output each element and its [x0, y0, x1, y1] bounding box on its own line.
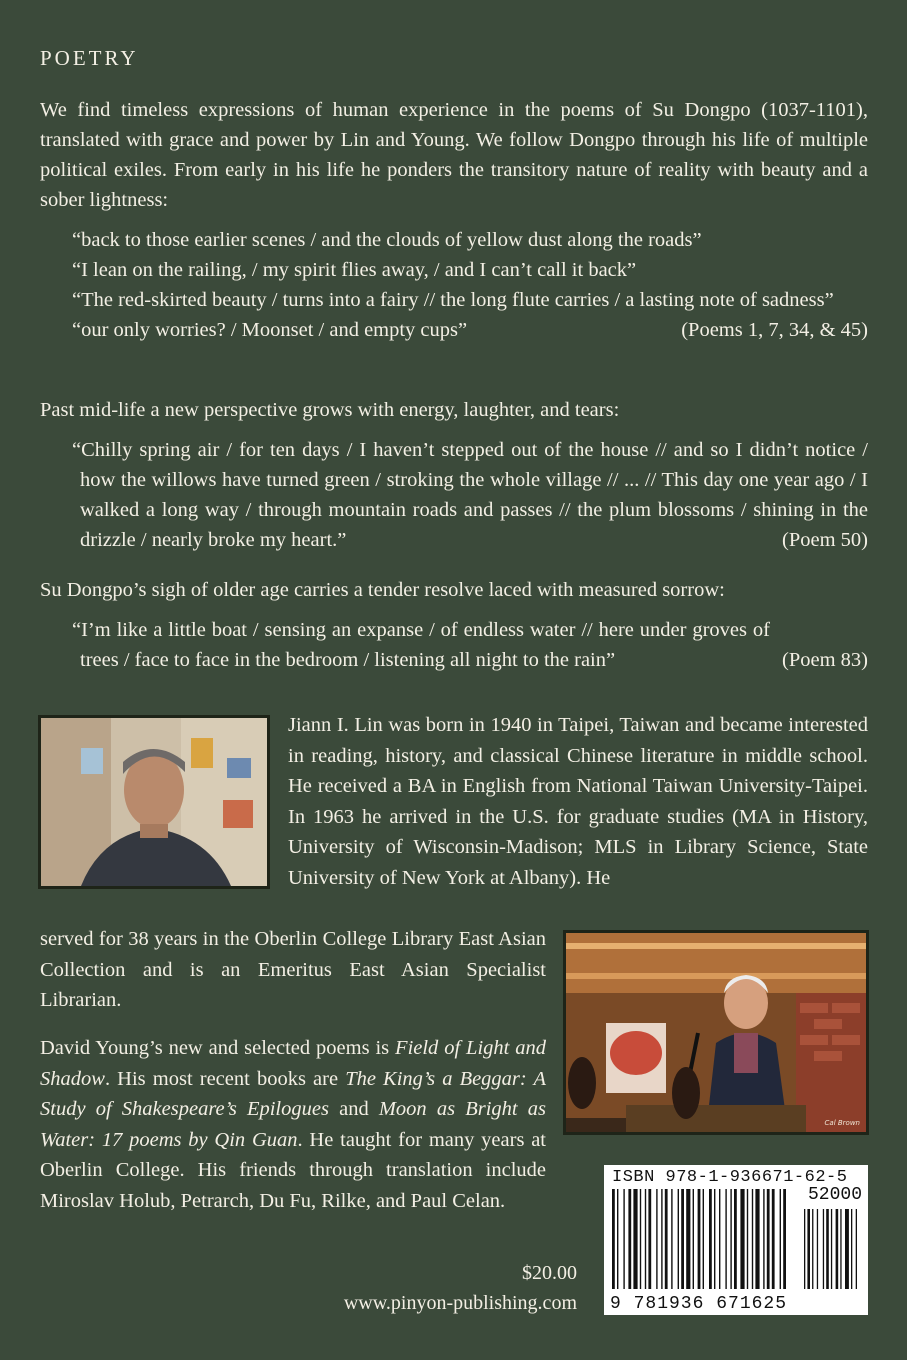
- quote-line-last: [72, 315, 868, 345]
- older-quote: [72, 615, 868, 675]
- addon-bar: [856, 1209, 857, 1289]
- addon-bar: [840, 1209, 841, 1289]
- barcode-bar: [698, 1189, 701, 1289]
- young-bio-text: . His most recent books are: [104, 1067, 346, 1090]
- book-title: Moon as Bright as Water: 17 poems by Qin Guan: [40, 1098, 546, 1151]
- barcode-bar: [633, 1189, 637, 1289]
- publisher-website: www.pinyon-publishing.com: [343, 1292, 577, 1314]
- young-bio-text: . He taught for many years at Oberlin College. His friends through translation include Miroslav Holub, Petrarch, Du Fu, Rilke, and Paul Celan.: [40, 1128, 546, 1212]
- young-photo-image: [566, 933, 866, 1132]
- addon-bar: [826, 1209, 829, 1289]
- barcode-bar: [714, 1189, 715, 1289]
- barcode-bar: [617, 1189, 618, 1289]
- barcode-bar: [623, 1189, 624, 1289]
- price-addon-code: 52000: [807, 1185, 862, 1205]
- barcode-bar: [719, 1189, 720, 1289]
- barcode-bar: [730, 1189, 731, 1289]
- barcode-bar: [780, 1189, 781, 1289]
- barcode-bar: [681, 1189, 684, 1289]
- isbn-barcode: [604, 1165, 868, 1315]
- young-photo: [563, 930, 869, 1135]
- addon-bar: [823, 1209, 824, 1289]
- barcode-bar: [640, 1189, 641, 1289]
- ean-number: 9 781936 671625: [610, 1294, 788, 1314]
- midlife-quote: [72, 435, 868, 555]
- lin-portrait: [38, 715, 270, 889]
- photo-credit: Cal Brown: [824, 1119, 860, 1127]
- barcode-bar: [783, 1189, 786, 1289]
- barcode-bar: [763, 1189, 764, 1289]
- barcode-bar: [752, 1189, 753, 1289]
- book-title: The King’s a Beggar: A Study of Shakespeare’s Epilogues: [40, 1067, 547, 1120]
- barcode-bar: [612, 1189, 615, 1289]
- addon-bar: [817, 1209, 818, 1289]
- book-title: Field of Light and Shadow: [40, 1037, 547, 1090]
- young-bio-text: and: [328, 1098, 379, 1120]
- barcode-bar: [755, 1189, 759, 1289]
- barcode-bar: [645, 1189, 646, 1289]
- barcode-bar: [656, 1189, 657, 1289]
- addon-bar: [851, 1209, 852, 1289]
- quote-citation: (Poems 1, 7, 34, & 45): [681, 319, 868, 341]
- intro-paragraph: We find timeless expressions of human experience in the poems of Su Dongpo (1037-1101), translated with grace and power by Lin and Young. We follow Dongpo through his life of multiple political exiles. From early in his life he ponders the transitory nature of reality with beauty and a sober lightness:: [40, 99, 868, 211]
- quote-text: “our only worries? / Moonset / and empty cups”: [72, 319, 468, 341]
- quote-citation: (Poem 50): [782, 529, 868, 551]
- early-quotes: [72, 225, 868, 345]
- young-bio-text: David Young’s new and selected poems is: [40, 1037, 396, 1059]
- lin-bio-continued: served for 38 years in the Oberlin College Library East Asian Collection and is an Emeritus East Asian Specialist Librarian.: [40, 928, 546, 1011]
- older-paragraph: Su Dongpo’s sigh of older age carries a tender resolve laced with measured sorrow:: [40, 579, 725, 601]
- barcode-bar: [678, 1189, 679, 1289]
- barcode-bar: [661, 1189, 662, 1289]
- addon-bar: [804, 1209, 805, 1289]
- addon-bar: [807, 1209, 810, 1289]
- barcode-bar: [628, 1189, 631, 1289]
- quote-line: “The red-skirted beauty / turns into a fairy // the long flute carries / a lasting note of sadness”: [72, 289, 834, 311]
- quote-line: “I lean on the railing, / my spirit flies away, / and I can’t call it back”: [72, 259, 637, 281]
- addon-bar: [831, 1209, 832, 1289]
- addon-bar: [812, 1209, 813, 1289]
- quote-text: “I’m like a little boat / sensing an expanse / of endless water // here under groves of trees / face to face in the bedroom / listening all night to the rain”: [72, 619, 770, 671]
- barcode-bar: [709, 1189, 712, 1289]
- addon-bar: [836, 1209, 839, 1289]
- isbn-number: ISBN 978-1-936671-62-5: [612, 1168, 848, 1187]
- barcode-bar: [648, 1189, 651, 1289]
- barcode-bar: [740, 1189, 744, 1289]
- barcode-bar: [734, 1189, 737, 1289]
- young-bio: [40, 1033, 546, 1216]
- barcode-bar: [767, 1189, 770, 1289]
- midlife-paragraph: Past mid-life a new perspective grows with energy, laughter, and tears:: [40, 399, 620, 421]
- quote-line: “back to those earlier scenes / and the clouds of yellow dust along the roads”: [72, 229, 702, 251]
- barcode-bar: [772, 1189, 775, 1289]
- price: $20.00: [522, 1262, 577, 1284]
- barcode-bar: [665, 1189, 668, 1289]
- barcode-bar: [671, 1189, 672, 1289]
- quote-text: “Chilly spring air / for ten days / I haven’t stepped out of the house // and so I didn’t notice / how the willows have turned green / stroking the whole village // ... // This day one year ago / I walked a long way / through mountain roads and passes // the plum blossoms / shining in the drizzle / nearly broke my heart.”: [72, 439, 868, 551]
- genre-label: POETRY: [40, 46, 139, 70]
- barcode-bar: [686, 1189, 690, 1289]
- addon-bar: [845, 1209, 849, 1289]
- lin-portrait-image: [41, 718, 267, 886]
- lin-bio: Jiann I. Lin was born in 1940 in Taipei, Taiwan and became interested in reading, history, and classical Chinese literature in middle school. He received a BA in English from National Taiwan University-Taipei. In 1963 he arrived in the U.S. for graduate studies (MA in History, University of Wisconsin-Madison; MLS in Library Science, State University of New York at Albany). He: [288, 714, 868, 889]
- barcode-bar: [747, 1189, 748, 1289]
- barcode-bar: [703, 1189, 704, 1289]
- quote-citation: (Poem 83): [782, 649, 868, 671]
- barcode-bar: [725, 1189, 726, 1289]
- barcode-bars: [604, 1165, 868, 1315]
- barcode-bar: [693, 1189, 694, 1289]
